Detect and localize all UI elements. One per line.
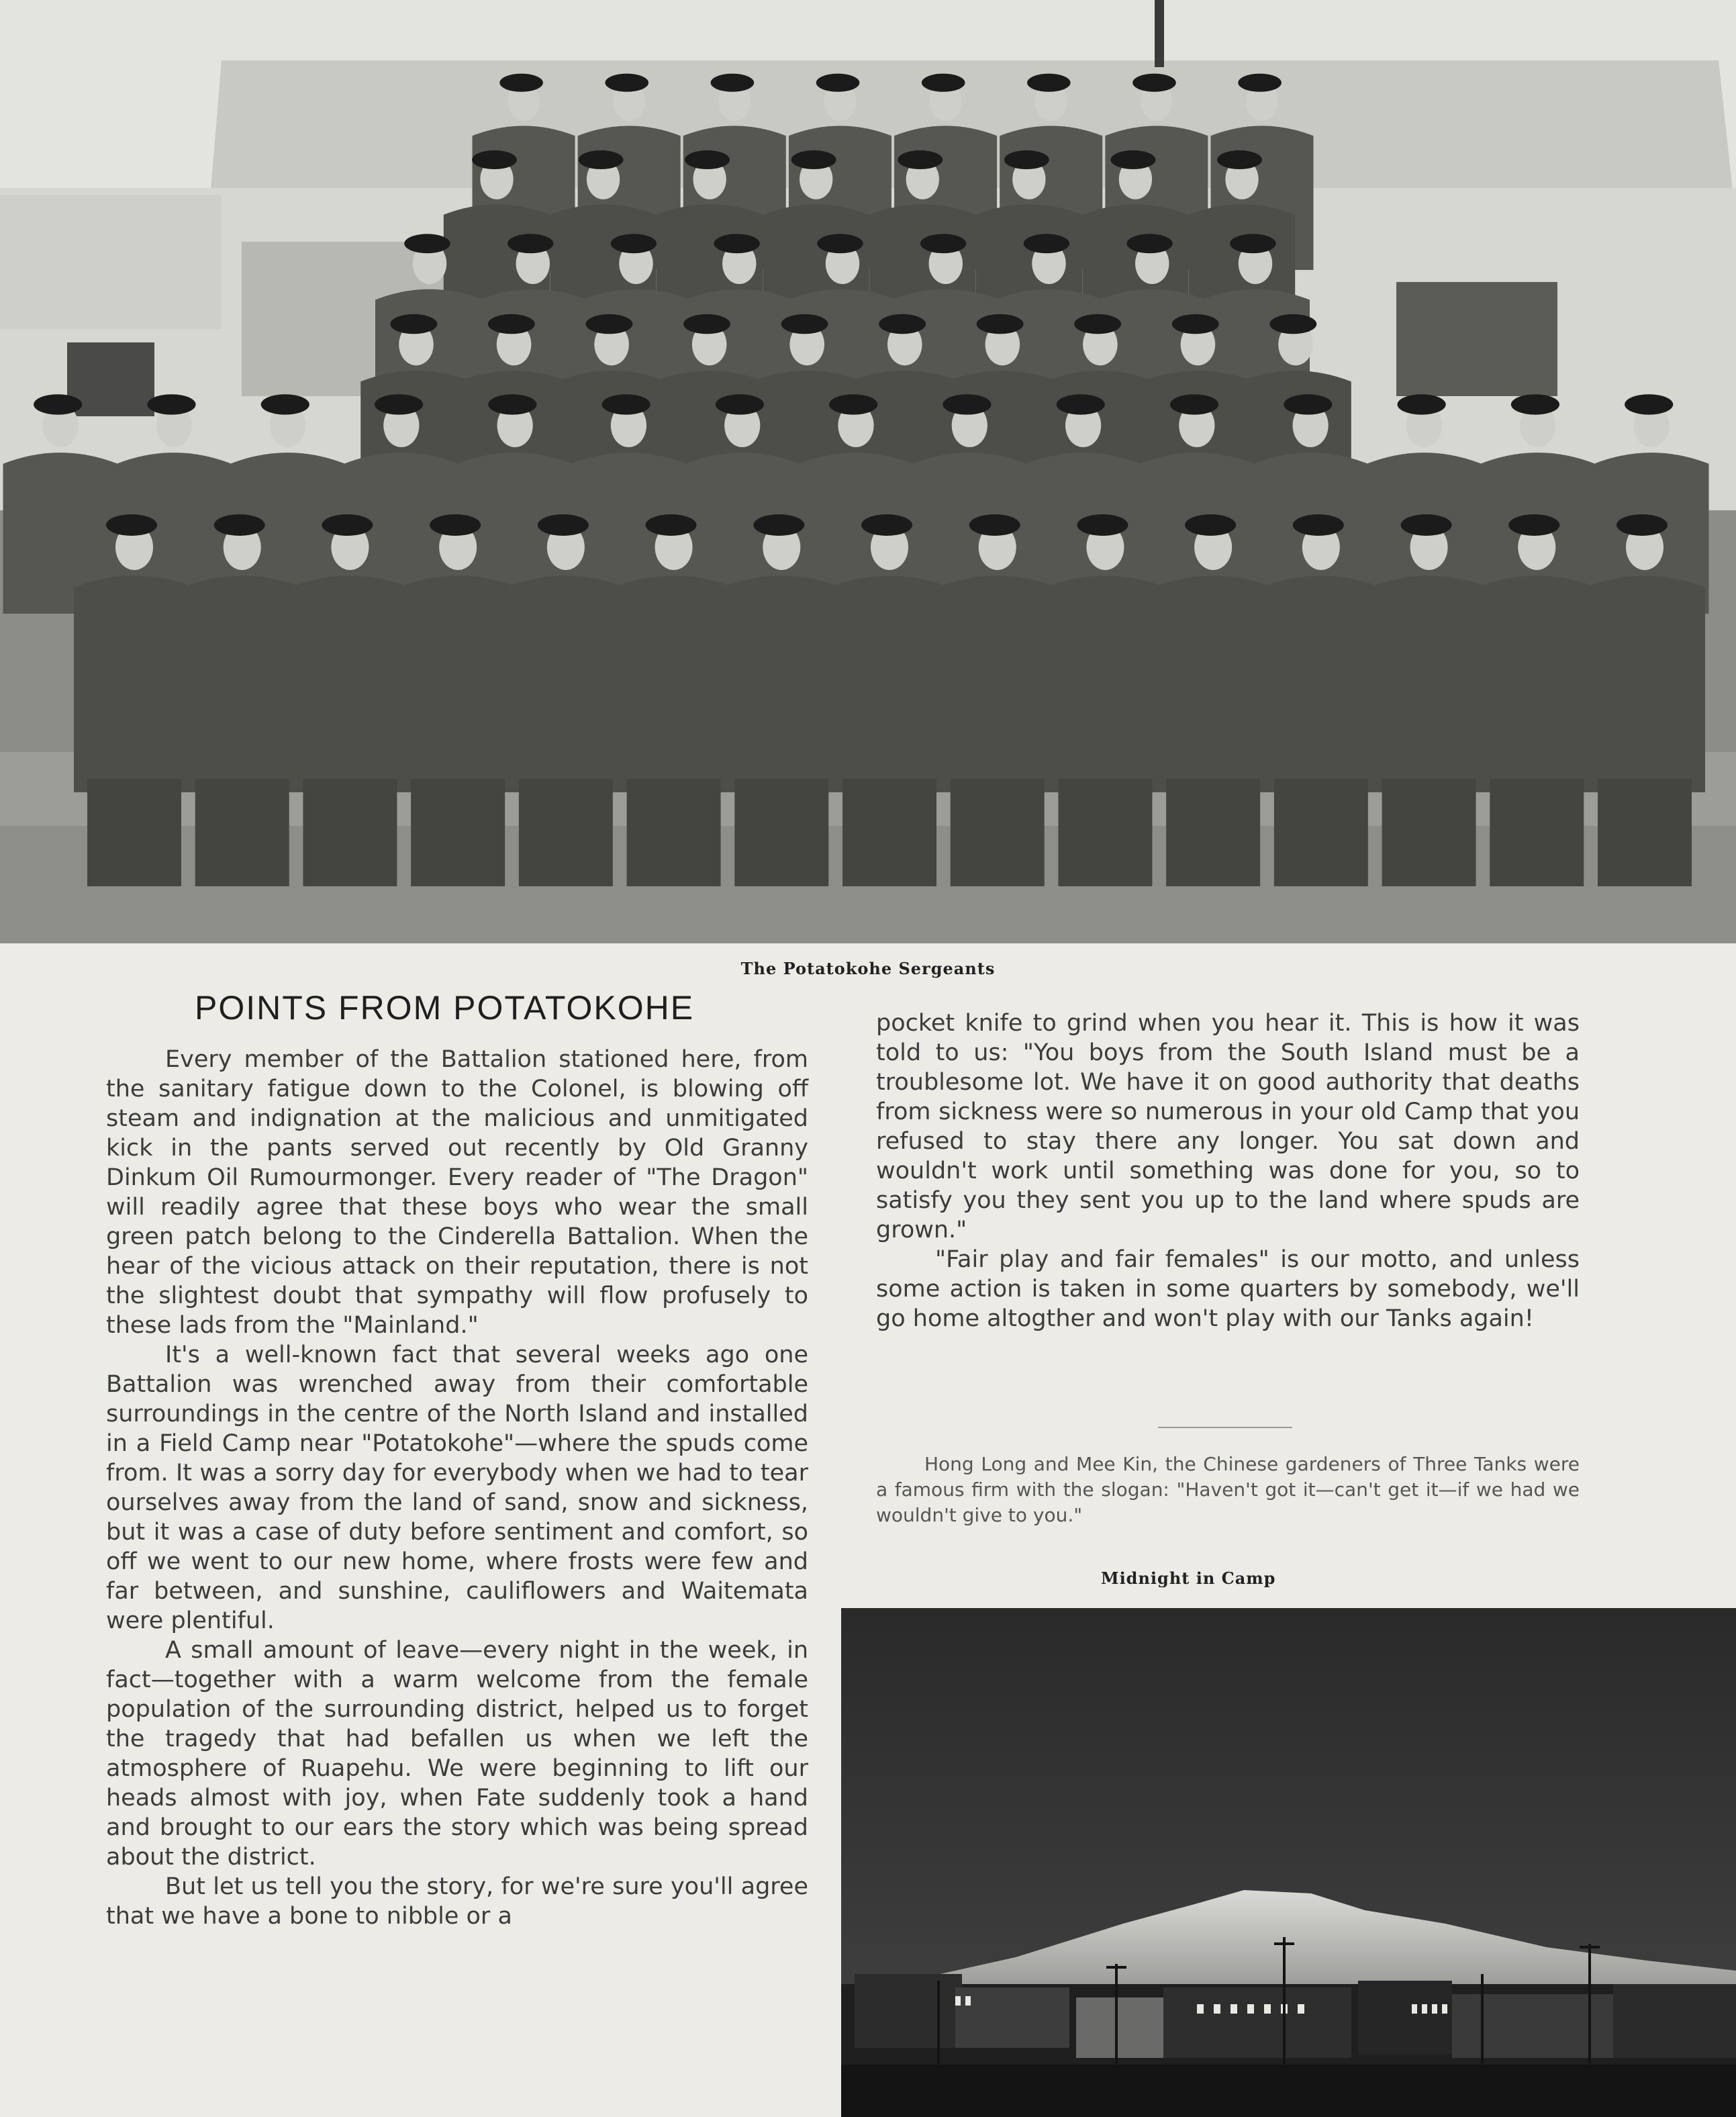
article-paragraph: "Fair play and fair females" is our motto, and unless some action is taken in some quarters by somebody, we'll go home altogther and won't play with our Tanks again! <box>876 1246 1580 1332</box>
article-paragraph-continued: pocket knife to grind when you hear it. This is how it was told to us: "You boys from the South Island must be a troublesome lot. We have it on good authority that deaths from sickness were so numerous in your old Camp that you refused to stay there any longer. You sat down and wouldn't work until something was done for you, so to satisfy you they sent you up to the land where spuds are grown." <box>876 1010 1580 1243</box>
midnight-camp-photo <box>841 1608 1736 2117</box>
article-paragraph: It's a well-known fact that several weeks ago one Battalion was wrenched away from their comfortable surroundings in the centre of the North Island and installed in a Field Camp near "Potatokohe"—where the spuds come from. It was a sorry day for everybody when we had to tear ourselves away from the land of sand, snow and sickness, but it was a case of duty before sentiment and comfort, so off we went to our new home, where frosts were few and far between, and sunshine, cauliflowers and Waitemata were plentiful. <box>106 1342 808 1634</box>
filler-note <box>876 1452 1580 1528</box>
sergeants-photo-drawing <box>0 0 1736 943</box>
article-paragraph: Every member of the Battalion stationed here, from the sanitary fatigue down to the Colonel, is blowing off steam and indignation at the malicious and unmitigated kick in the pants served out recently by Old Granny Dinkum Oil Rumourmonger. Every reader of "The Dragon" will readily agree that these boys who wear the small green patch belong to the Cinderella Battalion. When the hear of the vicious attack on their reputation, there is not the slightest doubt that sympathy will flow profusely to these lads from the "Mainland." <box>106 1046 808 1339</box>
bottom-photo-caption: Midnight in Camp <box>1101 1568 1276 1588</box>
sergeants-group-photo <box>0 0 1736 943</box>
article-paragraph: But let us tell you the story, for we're sure you'll agree that we have a bone to nibble or a <box>106 1873 808 1930</box>
section-divider <box>1158 1427 1292 1428</box>
filler-note-text: Hong Long and Mee Kin, the Chinese gardeners of Three Tanks were a famous firm with the slogan: "Haven't got it—can't get it—if we had we wouldn't give to you." <box>876 1453 1580 1526</box>
article-title: POINTS FROM POTATOKOHE <box>195 989 695 1027</box>
midnight-camp-drawing <box>841 1608 1736 2117</box>
article-left-column <box>106 1045 808 1931</box>
article-paragraph: A small amount of leave—every night in the week, in fact—together with a warm welcome from the female population of the surrounding district, helped us to forget the tragedy that had befallen us when we left the atmosphere of Ruapehu. We were beginning to lift our heads almost with joy, when Fate suddenly took a hand and brought to our ears the story which was being spread about the district. <box>106 1637 808 1871</box>
article-right-column <box>876 1008 1580 1333</box>
top-photo-caption: The Potatokohe Sergeants <box>740 959 996 978</box>
